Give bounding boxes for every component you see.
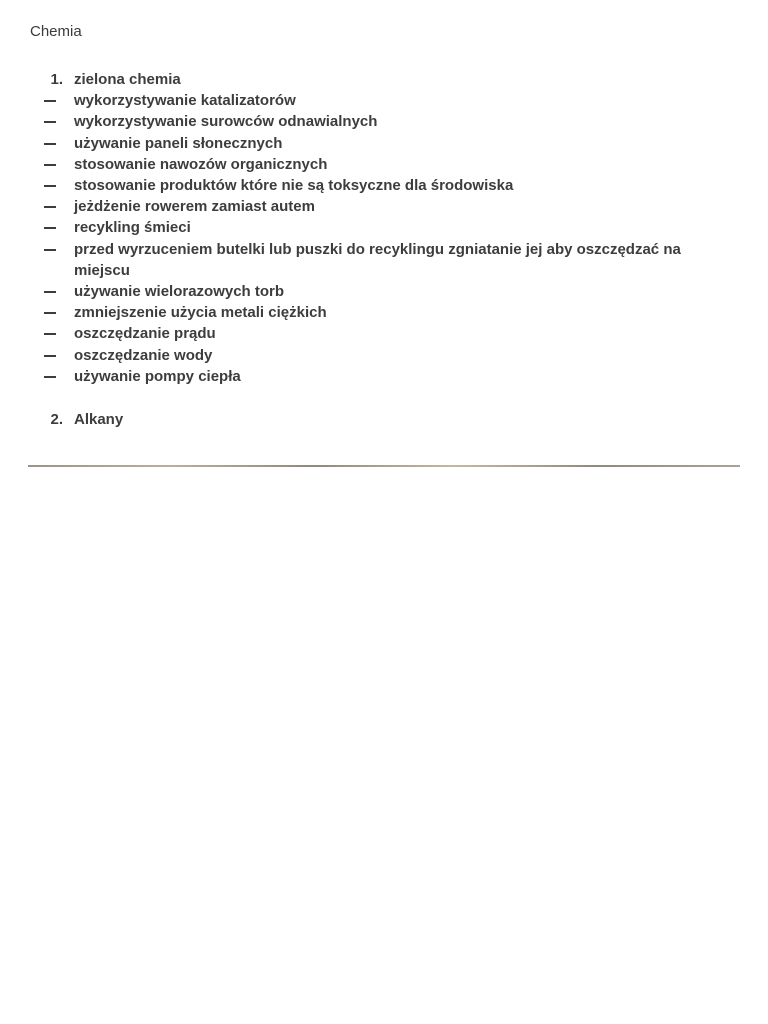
dash-bullet-icon xyxy=(44,312,56,314)
list-item xyxy=(0,345,768,366)
dash-bullet-icon xyxy=(44,100,56,102)
numbered-item xyxy=(0,69,768,90)
dash-bullet-icon xyxy=(44,164,56,166)
list-item-text: zmniejszenie użycia metali ciężkich xyxy=(74,304,327,322)
item-number: 1. xyxy=(50,71,63,88)
list-item-text: używanie pompy ciepła xyxy=(74,367,241,385)
list-item xyxy=(0,302,768,323)
list-item-text: używanie wielorazowych torb xyxy=(74,283,285,301)
dash-bullet-icon xyxy=(44,206,56,208)
list-section-1 xyxy=(0,69,768,387)
list-item-text: wykorzystywanie katalizatorów xyxy=(74,92,296,110)
list-item xyxy=(0,239,768,281)
list-item-text: oszczędzanie wody xyxy=(74,346,213,364)
dash-bullet-icon xyxy=(44,291,56,293)
list-item xyxy=(0,366,768,387)
list-item xyxy=(0,281,768,302)
numbered-item xyxy=(0,409,768,430)
list-item-text: stosowanie produktów które nie są toksyczne dla środowiska xyxy=(74,177,514,195)
list-item-text: stosowanie nawozów organicznych xyxy=(74,155,328,173)
page-title: Chemia xyxy=(30,23,82,40)
list-item xyxy=(0,323,768,344)
dash-bullet-icon xyxy=(44,376,56,378)
list-section-2 xyxy=(0,409,768,430)
dash-bullet-icon xyxy=(44,333,56,335)
dash-bullet-icon xyxy=(44,185,56,187)
list-item xyxy=(0,175,768,196)
list-item xyxy=(0,90,768,111)
list-item xyxy=(0,196,768,217)
list-item xyxy=(0,111,768,132)
dash-bullet-icon xyxy=(44,227,56,229)
list-item-text: używanie paneli słonecznych xyxy=(74,134,283,152)
dash-bullet-icon xyxy=(44,121,56,123)
section-heading: Alkany xyxy=(74,411,124,428)
list-item-text: oszczędzanie prądu xyxy=(74,325,216,343)
divider-line xyxy=(28,465,740,467)
list-item xyxy=(0,217,768,238)
section-heading: zielona chemia xyxy=(74,71,181,88)
dash-bullet-icon xyxy=(44,143,56,145)
list-item-text: przed wyrzuceniem butelki lub puszki do recyklingu zgniatanie jej aby oszczędzać na miejscu xyxy=(74,240,681,279)
list-item-text: jeżdżenie rowerem zamiast autem xyxy=(74,198,315,216)
list-item-text: recykling śmieci xyxy=(74,219,191,237)
dash-bullet-icon xyxy=(44,249,56,251)
list-item xyxy=(0,154,768,175)
list-item xyxy=(0,133,768,154)
list-item-text: wykorzystywanie surowców odnawialnych xyxy=(74,113,378,131)
dash-bullet-icon xyxy=(44,355,56,357)
item-number: 2. xyxy=(50,411,63,428)
